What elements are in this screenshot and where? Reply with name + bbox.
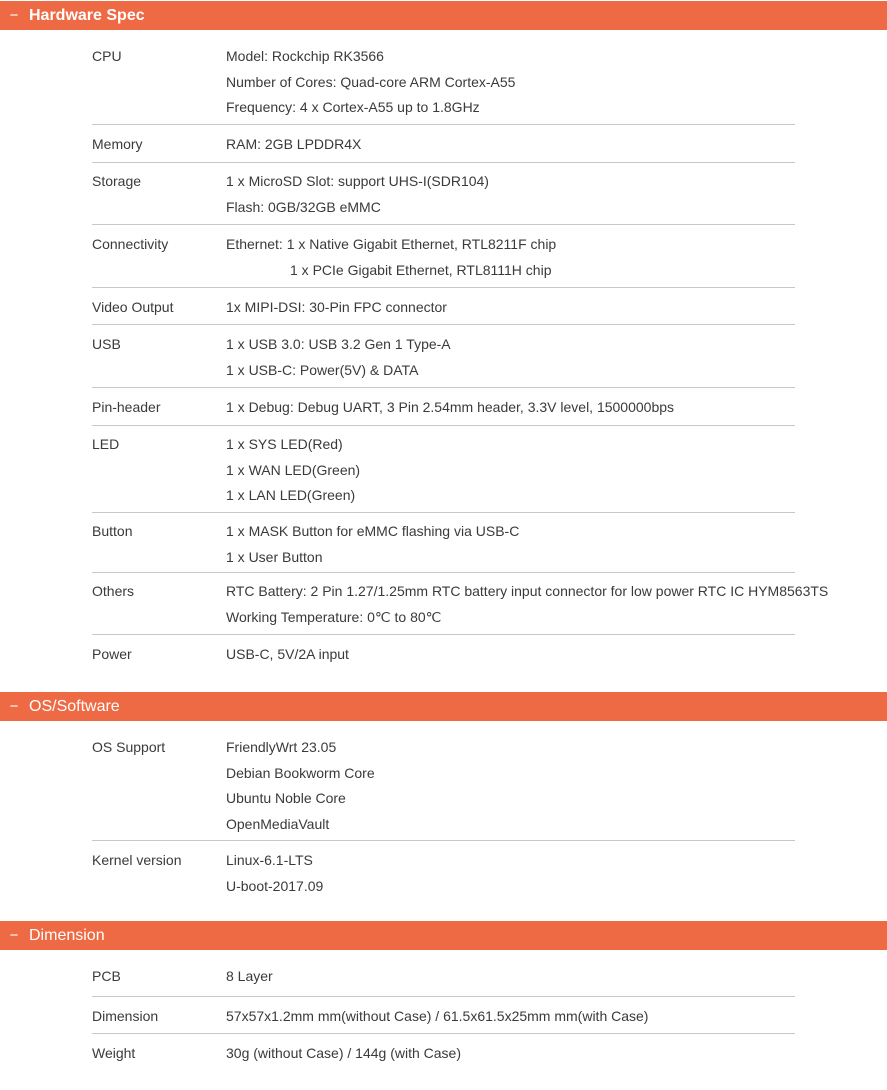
spec-label: Kernel version — [92, 852, 182, 868]
spec-row-usb — [92, 332, 795, 388]
spec-values — [226, 1041, 866, 1067]
spec-label: OS Support — [92, 739, 166, 755]
spec-value: Model: Rockchip RK3566 — [226, 48, 384, 64]
spec-value: 1 x SYS LED(Red) — [226, 436, 343, 452]
spec-value: Frequency: 4 x Cortex-A55 up to 1.8GHz — [226, 99, 480, 115]
spec-row-button — [92, 519, 795, 573]
spec-label: Memory — [92, 136, 143, 152]
spec-row-pin-header — [92, 395, 795, 426]
spec-values — [226, 44, 866, 121]
spec-value: Ethernet: 1 x Native Gigabit Ethernet, RTL8211F chip — [226, 236, 557, 252]
spec-value: 8 Layer — [226, 968, 273, 984]
spec-row-cpu — [92, 44, 795, 125]
spec-value: Ubuntu Noble Core — [226, 790, 346, 806]
spec-label: Connectivity — [92, 236, 169, 252]
spec-values — [226, 964, 866, 990]
spec-value: 1x MIPI-DSI: 30-Pin FPC connector — [226, 299, 447, 315]
spec-values — [226, 519, 866, 570]
spec-values — [226, 848, 866, 899]
spec-value: 1 x WAN LED(Green) — [226, 461, 361, 478]
spec-label: Video Output — [92, 299, 174, 315]
spec-row-dimension — [92, 1004, 795, 1034]
spec-value: 1 x USB-C: Power(5V) & DATA — [226, 361, 419, 378]
spec-values — [226, 169, 866, 220]
spec-row-pcb — [92, 964, 795, 997]
spec-value: 1 x MASK Button for eMMC flashing via USB-C — [226, 523, 520, 539]
spec-label: Weight — [92, 1045, 136, 1061]
spec-row-led — [92, 432, 795, 513]
section-header-os-software[interactable] — [0, 692, 887, 721]
spec-values — [226, 332, 866, 383]
section-header-hardware-spec[interactable] — [0, 1, 887, 30]
spec-values — [226, 1004, 866, 1030]
spec-values — [226, 232, 866, 283]
spec-label: Dimension — [92, 1008, 159, 1024]
spec-value: FriendlyWrt 23.05 — [226, 739, 337, 755]
minus-icon[interactable]: − — [9, 698, 19, 715]
spec-row-video-output — [92, 295, 795, 325]
spec-value: 1 x User Button — [226, 548, 323, 565]
spec-row-others — [92, 579, 829, 635]
spec-values — [226, 735, 866, 837]
section-header-dimension[interactable] — [0, 921, 887, 950]
spec-values — [226, 132, 866, 158]
spec-value: Number of Cores: Quad-core ARM Cortex-A55 — [226, 73, 516, 90]
spec-row-power — [92, 642, 795, 672]
spec-value: RAM: 2GB LPDDR4X — [226, 136, 362, 152]
spec-value: 1 x PCIe Gigabit Ethernet, RTL8111H chip — [290, 261, 552, 278]
section-title: OS/Software — [29, 697, 120, 715]
spec-value: 1 x MicroSD Slot: support UHS-I(SDR104) — [226, 173, 489, 189]
spec-label: Button — [92, 523, 133, 539]
spec-values — [226, 395, 866, 421]
section-title: Hardware Spec — [29, 6, 145, 24]
spec-label: LED — [92, 436, 120, 452]
spec-values — [226, 432, 866, 509]
spec-label: CPU — [92, 48, 122, 64]
spec-label: Power — [92, 646, 132, 662]
spec-row-os-support — [92, 735, 795, 841]
spec-label: PCB — [92, 968, 121, 984]
minus-icon[interactable]: − — [9, 7, 19, 24]
spec-value: 30g (without Case) / 144g (with Case) — [226, 1045, 461, 1061]
spec-row-weight — [92, 1041, 795, 1071]
spec-row-kernel-version — [92, 848, 795, 902]
spec-value: RTC Battery: 2 Pin 1.27/1.25mm RTC battery input connector for low power RTC IC HYM8563TS — [226, 583, 829, 599]
spec-label: USB — [92, 336, 121, 352]
spec-row-memory — [92, 132, 795, 163]
spec-value: Linux-6.1-LTS — [226, 852, 313, 868]
minus-icon[interactable]: − — [9, 927, 19, 944]
spec-value: 57x57x1.2mm mm(without Case) / 61.5x61.5x25mm mm(with Case) — [226, 1008, 649, 1024]
section-title: Dimension — [29, 926, 105, 944]
spec-row-connectivity — [92, 232, 795, 288]
spec-label: Others — [92, 583, 135, 599]
spec-value: 1 x Debug: Debug UART, 3 Pin 2.54mm header, 3.3V level, 1500000bps — [226, 399, 675, 415]
spec-value: USB-C, 5V/2A input — [226, 646, 349, 662]
spec-row-storage — [92, 169, 795, 225]
spec-value: U-boot-2017.09 — [226, 877, 324, 894]
spec-value: Working Temperature: 0℃ to 80℃ — [226, 608, 442, 625]
spec-label: Pin-header — [92, 399, 161, 415]
spec-value: OpenMediaVault — [226, 815, 330, 832]
spec-value: Flash: 0GB/32GB eMMC — [226, 198, 381, 215]
spec-values — [226, 642, 866, 668]
spec-label: Storage — [92, 173, 142, 189]
spec-values — [226, 295, 866, 321]
spec-value: Debian Bookworm Core — [226, 764, 375, 781]
spec-values — [226, 579, 866, 630]
spec-value: 1 x LAN LED(Green) — [226, 487, 356, 503]
spec-value: 1 x USB 3.0: USB 3.2 Gen 1 Type-A — [226, 336, 451, 352]
